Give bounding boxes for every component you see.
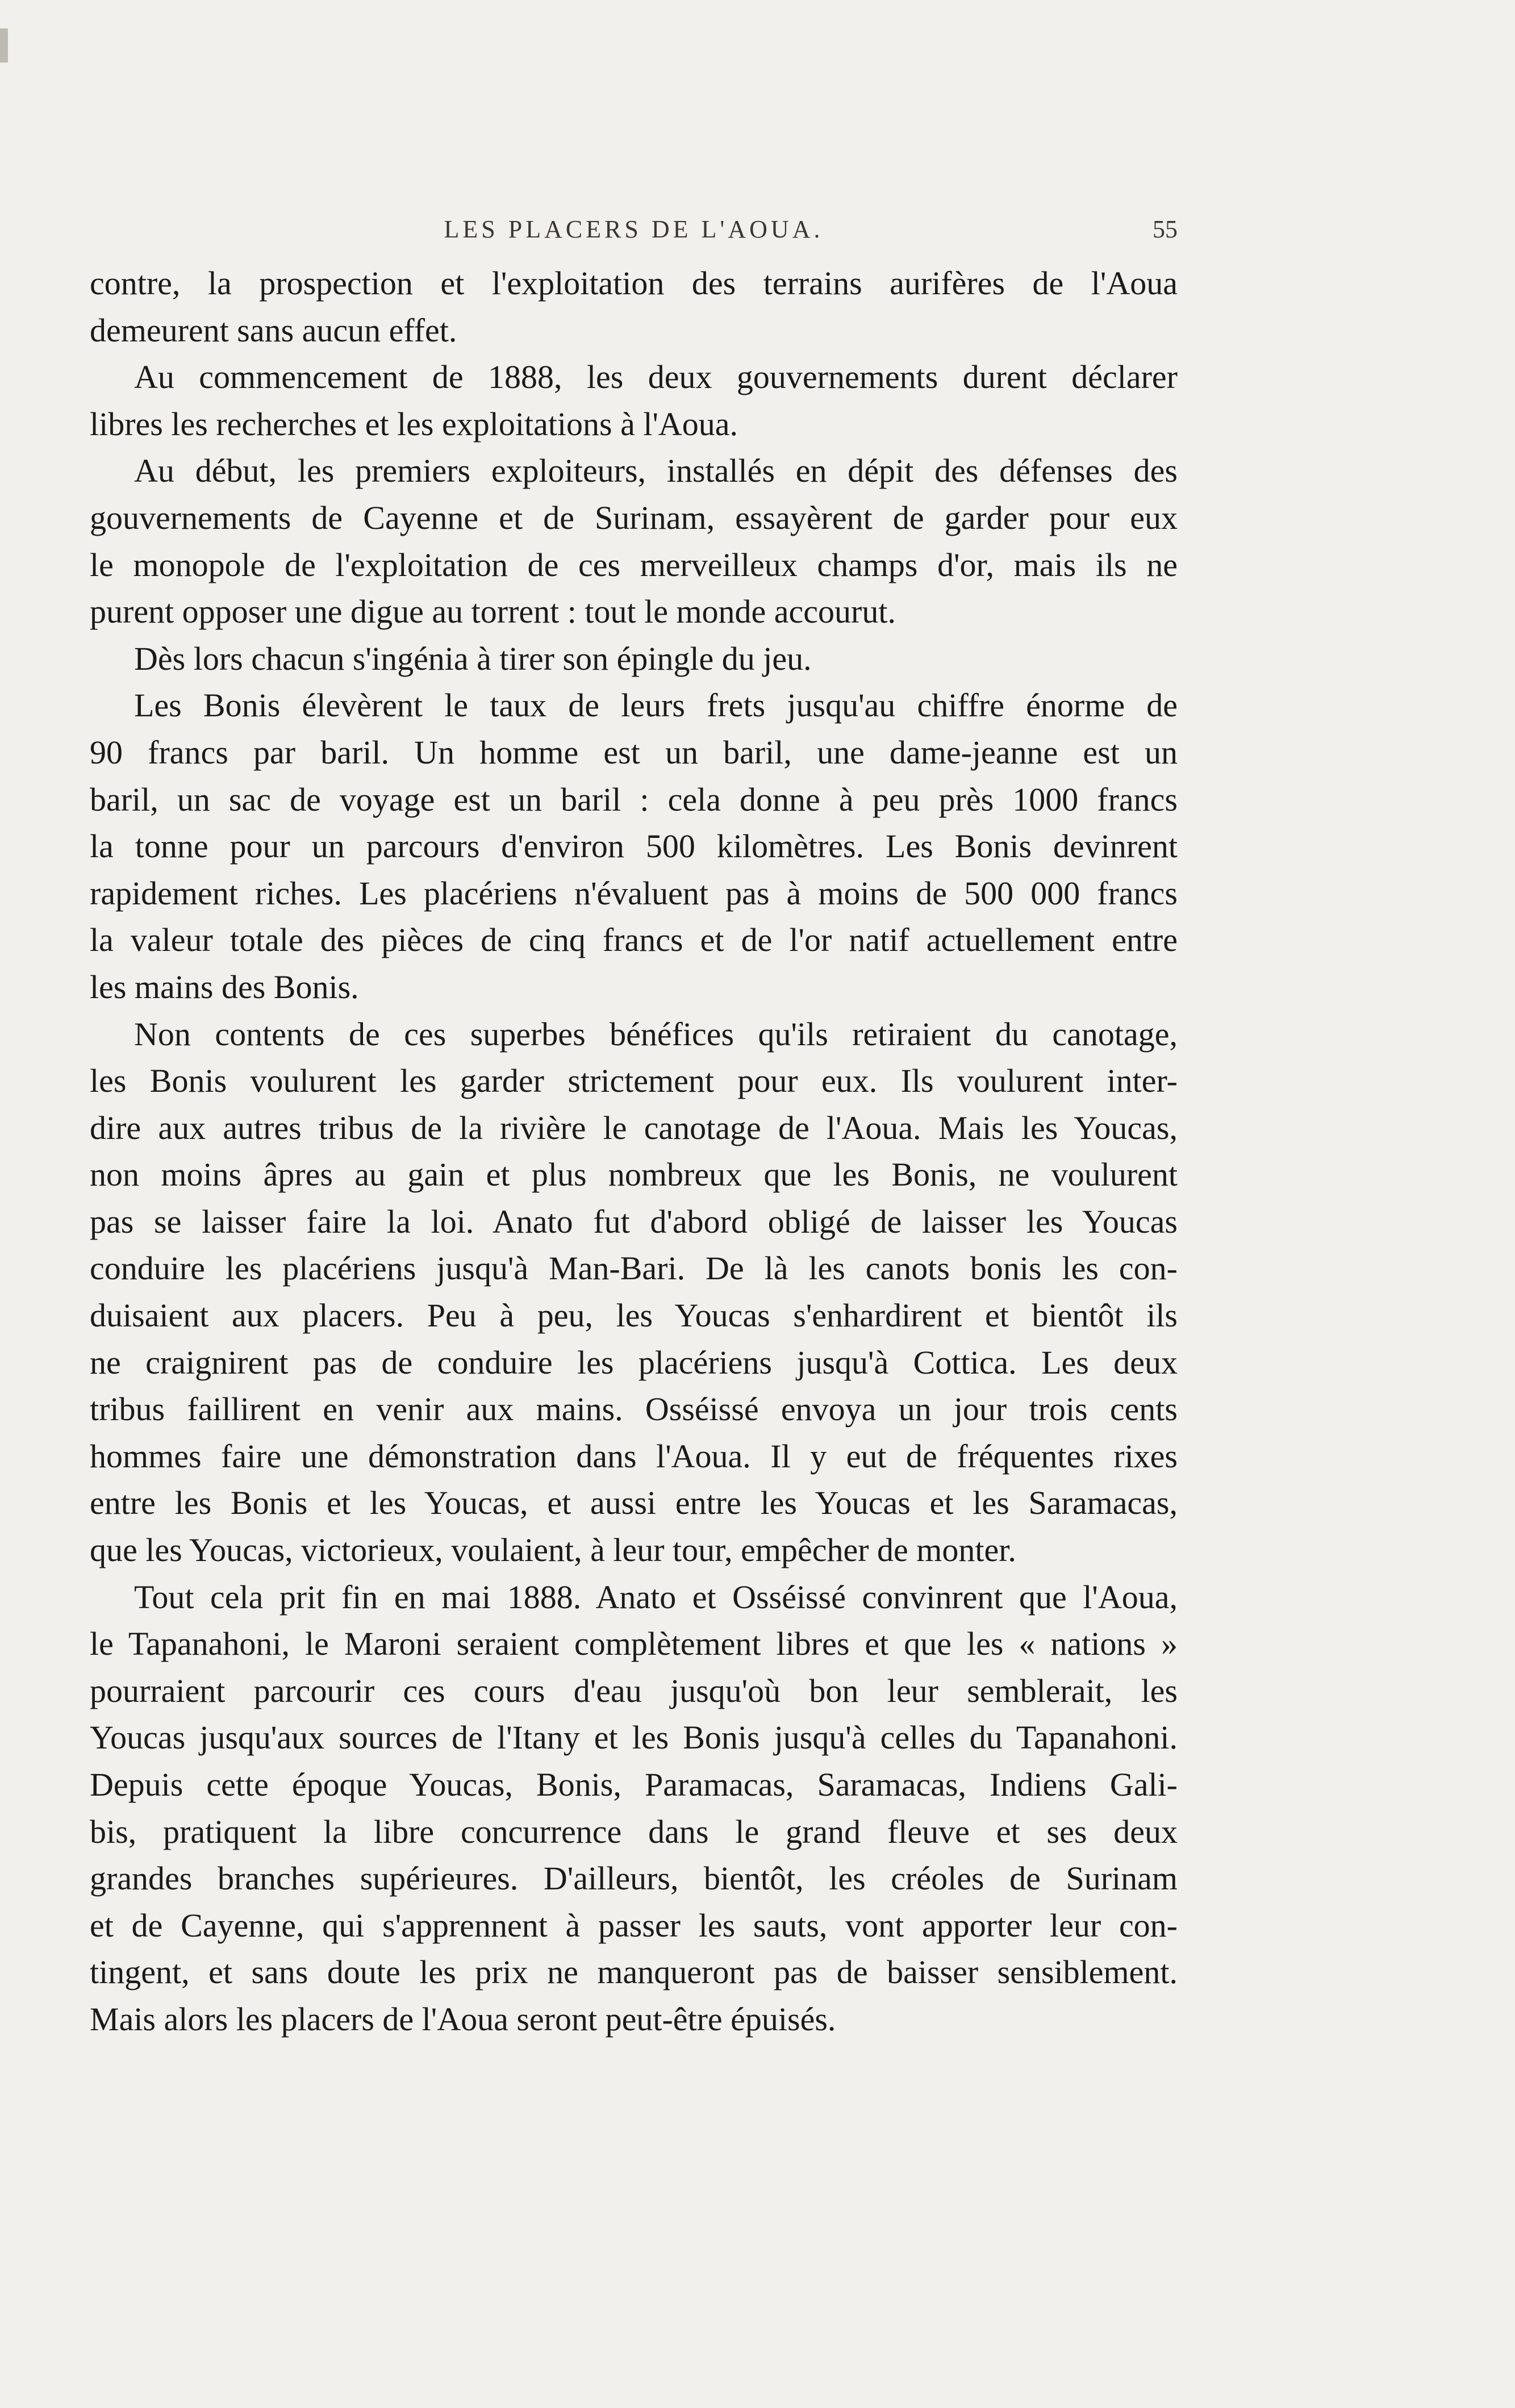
text-line: Depuis cette époque Youcas, Bonis, Paramacas, Saramacas, Indiens Gali- (90, 1766, 1178, 1803)
text-line: duisaient aux placers. Peu à peu, les Youcas s'enhardirent et bientôt ils (90, 1297, 1178, 1334)
text-line: rapidement riches. Les placériens n'évaluent pas à moins de 500 000 francs (90, 874, 1178, 912)
text-line: bis, pratiquent la libre concurrence dans le grand fleuve et ses deux (90, 1813, 1178, 1850)
text-line: que les Youcas, victorieux, voulaient, à leur tour, empêcher de monter. (90, 1531, 1016, 1569)
running-title: LES PLACERS DE L'AOUA. (444, 215, 824, 243)
page-header (90, 215, 1178, 254)
text-line: purent opposer une digue au torrent : tout le monde accourut. (90, 593, 896, 631)
text-line: contre, la prospection et l'exploitation des terrains aurifères de l'Aoua (90, 265, 1178, 302)
text-line: dire aux autres tribus de la rivière le canotage de l'Aoua. Mais les Youcas, (90, 1109, 1178, 1146)
text-line: tribus faillirent en venir aux mains. Osséissé envoya un jour trois cents (90, 1391, 1178, 1428)
text-line: la tonne pour un parcours d'environ 500 kilomètres. Les Bonis devinrent (90, 828, 1178, 865)
text-line: Dès lors chacun s'ingénia à tirer son épingle du jeu. (134, 640, 812, 677)
text-line: gouvernements de Cayenne et de Surinam, essayèrent de garder pour eux (90, 499, 1178, 536)
text-line: et de Cayenne, qui s'apprennent à passer les sauts, vont apporter leur con- (90, 1906, 1178, 1944)
text-line: tingent, et sans doute les prix ne manqueront pas de baisser sensiblement. (90, 1954, 1178, 1991)
text-line: baril, un sac de voyage est un baril : cela donne à peu près 1000 francs (90, 781, 1178, 818)
body-text (90, 260, 1178, 2043)
text-line: conduire les placériens jusqu'à Man-Bari. De là les canots bonis les con- (90, 1250, 1178, 1287)
text-line: 90 francs par baril. Un homme est un baril, une dame-jeanne est un (90, 733, 1178, 771)
page-number: 55 (1153, 215, 1178, 243)
text-line: le monopole de l'exploitation de ces merveilleux champs d'or, mais ils ne (90, 546, 1178, 583)
text-line: les mains des Bonis. (90, 968, 359, 1005)
text-line: la valeur totale des pièces de cinq francs et de l'or natif actuellement entre (90, 921, 1178, 959)
text-line: Au commencement de 1888, les deux gouvernements durent déclarer (134, 358, 1178, 396)
text-line: grandes branches supérieures. D'ailleurs, bientôt, les créoles de Surinam (90, 1860, 1178, 1897)
text-line: Non contents de ces superbes bénéfices qu'ils retiraient du canotage, (134, 1015, 1178, 1053)
text-line: ne craignirent pas de conduire les placériens jusqu'à Cottica. Les deux (90, 1343, 1178, 1381)
text-line: hommes faire une démonstration dans l'Aoua. Il y eut de fréquentes rixes (90, 1437, 1178, 1475)
text-line: non moins âpres au gain et plus nombreux que les Bonis, ne voulurent (90, 1156, 1178, 1193)
text-line: le Tapanahoni, le Maroni seraient complètement libres et que les « nations » (90, 1625, 1178, 1663)
scan-edge-mark (0, 28, 8, 62)
text-line: les Bonis voulurent les garder strictement pour eux. Ils voulurent inter- (90, 1062, 1178, 1100)
text-line: pourraient parcourir ces cours d'eau jusqu'où bon leur semblerait, les (90, 1672, 1178, 1709)
text-line: libres les recherches et les exploitations à l'Aoua. (90, 405, 738, 443)
text-line: entre les Bonis et les Youcas, et aussi entre les Youcas et les Saramacas, (90, 1484, 1178, 1522)
text-line: Mais alors les placers de l'Aoua seront peut-être épuisés. (90, 2000, 836, 2038)
text-line: Tout cela prit fin en mai 1888. Anato et Osséissé convinrent que l'Aoua, (134, 1578, 1178, 1616)
text-line: pas se laisser faire la loi. Anato fut d'abord obligé de laisser les Youcas (90, 1203, 1178, 1240)
text-line: Au début, les premiers exploiteurs, installés en dépit des défenses des (134, 452, 1178, 490)
text-line: Les Bonis élevèrent le taux de leurs frets jusqu'au chiffre énorme de (134, 687, 1178, 724)
text-line: demeurent sans aucun effet. (90, 311, 457, 349)
text-line: Youcas jusqu'aux sources de l'Itany et les Bonis jusqu'à celles du Tapanahoni. (90, 1719, 1178, 1756)
